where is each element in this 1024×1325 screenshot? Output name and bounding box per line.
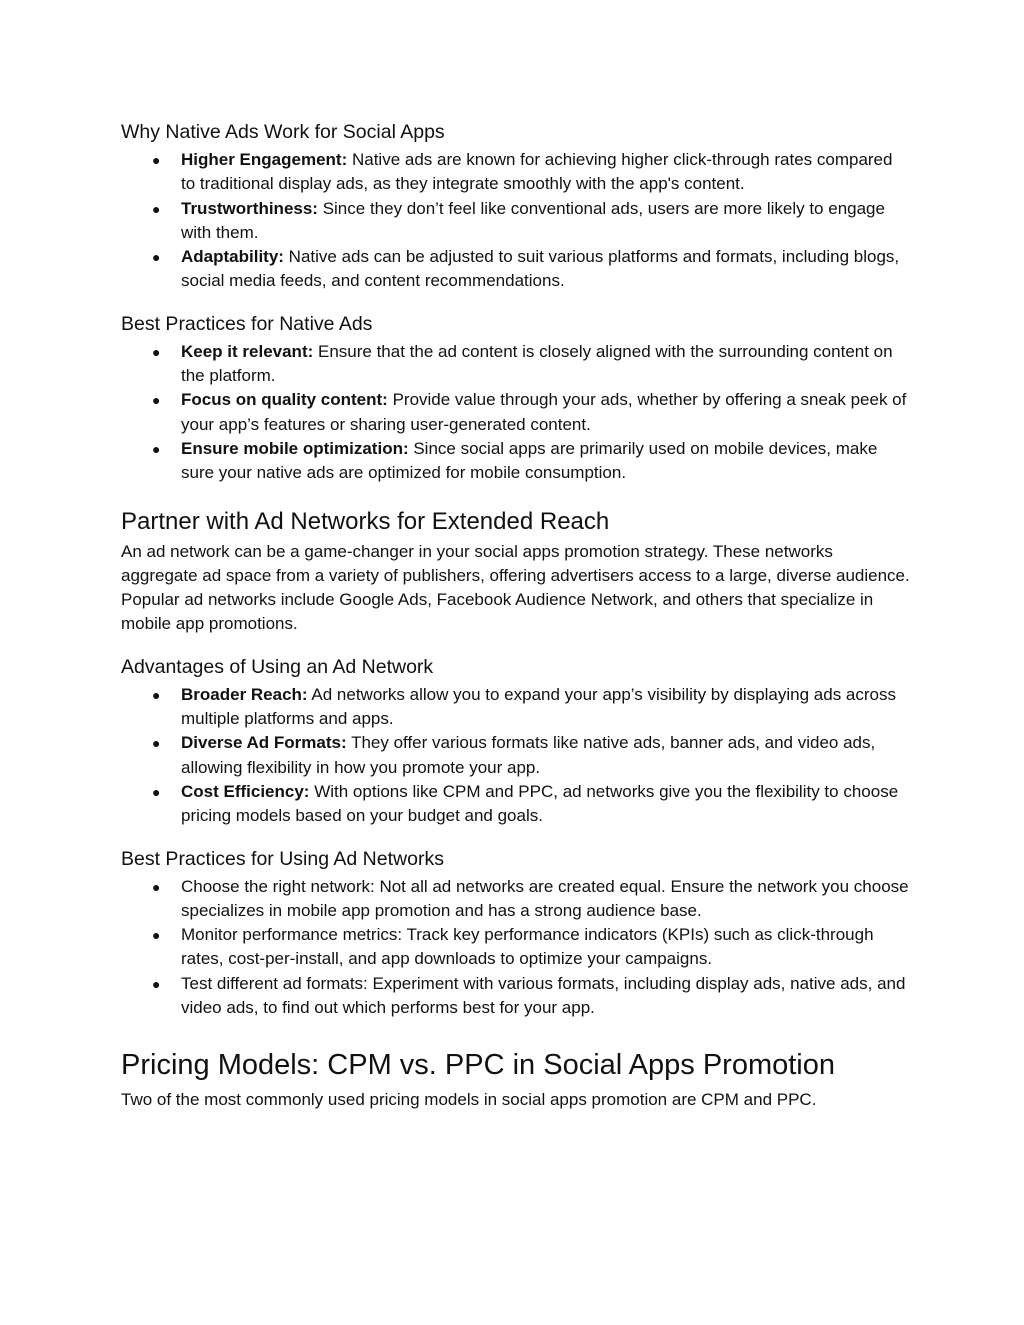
- list-item: [121, 197, 911, 246]
- heading-why-native-ads: Why Native Ads Work for Social Apps: [121, 121, 445, 143]
- paragraph-pricing-models: Two of the most commonly used pricing models in social apps promotion are CPM and PPC.: [121, 1090, 817, 1110]
- item-label: Ensure mobile optimization:: [181, 438, 409, 458]
- list-item: [121, 683, 911, 732]
- bullet-icon: ●: [152, 735, 161, 752]
- paragraph-ad-networks: An ad network can be a game-changer in your social apps promotion strategy. These networks aggregate ad space from a variety of publishers, offering advertisers access to a large, diverse audience. Popular ad networks include Google Ads, Facebook Audience Network, and others that specialize in mobile app promotions.: [121, 541, 910, 634]
- heading-best-practices-ad-networks: Best Practices for Using Ad Networks: [121, 847, 444, 870]
- item-text: Native ads can be adjusted to suit various platforms and formats, including blogs, social media feeds, and content recommendations.: [181, 247, 900, 291]
- list-item: [121, 972, 911, 1021]
- item-label: Adaptability:: [181, 247, 284, 267]
- bullet-icon: ●: [152, 975, 161, 992]
- list-item: [121, 245, 911, 294]
- list-ad-network-practices: [121, 875, 911, 1021]
- heading-partner-ad-networks: Partner with Ad Networks for Extended Reach: [121, 507, 610, 535]
- item-text: Choose the right network: Not all ad networks are created equal. Ensure the network you choose specializes in mobile app promotion and has a strong audience base.: [181, 876, 909, 920]
- list-item: [121, 731, 911, 780]
- bullet-icon: ●: [152, 249, 161, 266]
- bullet-icon: ●: [152, 927, 161, 944]
- list-item: [121, 780, 911, 829]
- bullet-icon: ●: [152, 686, 161, 703]
- bullet-icon: ●: [152, 440, 161, 457]
- item-text: Native ads are known for achieving higher click-through rates compared to traditional display ads, as they integrate smoothly with the app's content.: [181, 150, 893, 194]
- item-label: Diverse Ad Formats:: [181, 733, 347, 753]
- item-text: Ad networks allow you to expand your app’s visibility by displaying ads across multiple platforms and apps.: [181, 684, 896, 729]
- bullet-icon: ●: [152, 343, 161, 360]
- heading-pricing-models: Pricing Models: CPM vs. PPC in Social Apps Promotion: [121, 1049, 835, 1082]
- bullet-icon: ●: [152, 200, 161, 217]
- item-text: Test different ad formats: Experiment with various formats, including display ads, native ads, and video ads, to find out which performs best for your app.: [181, 973, 906, 1018]
- item-text: Since social apps are primarily used on mobile devices, make sure your native ads are optimized for mobile consumption.: [181, 438, 878, 483]
- bullet-icon: ●: [152, 783, 161, 800]
- heading-advantages-ad-network: Advantages of Using an Ad Network: [121, 655, 434, 678]
- item-text: They offer various formats like native ads, banner ads, and video ads, allowing flexibility in how you promote your app.: [181, 733, 876, 777]
- item-label: Broader Reach:: [181, 684, 308, 704]
- list-item: [121, 388, 911, 437]
- list-item: [121, 148, 911, 197]
- item-text: Since they don’t feel like conventional ads, users are more likely to engage with them.: [181, 198, 885, 242]
- item-label: Trustworthiness:: [181, 198, 318, 218]
- bullet-icon: ●: [152, 878, 161, 895]
- document-page: [121, 118, 911, 1113]
- list-native-ads-benefits: [121, 148, 911, 294]
- item-text: Ensure that the ad content is closely aligned with the surrounding content on the platform.: [181, 341, 893, 386]
- list-native-ads-practices: [121, 340, 911, 486]
- item-label: Higher Engagement:: [181, 150, 348, 169]
- list-item: [121, 923, 911, 972]
- item-text: With options like CPM and PPC, ad networks give you the flexibility to choose pricing models based on your budget and goals.: [181, 781, 899, 826]
- list-ad-network-advantages: [121, 683, 911, 829]
- item-text: Provide value through your ads, whether by offering a sneak peek of your app’s features or sharing user-generated content.: [181, 390, 907, 434]
- bullet-icon: ●: [152, 152, 161, 168]
- item-text: Monitor performance metrics: Track key performance indicators (KPIs) such as click-through rates, cost-per-install, and app downloads to optimize your campaigns.: [181, 925, 874, 969]
- item-label: Cost Efficiency:: [181, 781, 310, 801]
- item-label: Focus on quality content:: [181, 390, 388, 410]
- list-item: [121, 875, 911, 924]
- list-item: [121, 437, 911, 486]
- list-item: [121, 340, 911, 389]
- item-label: Keep it relevant:: [181, 341, 314, 361]
- bullet-icon: ●: [152, 392, 161, 409]
- heading-best-practices-native: Best Practices for Native Ads: [121, 312, 373, 335]
